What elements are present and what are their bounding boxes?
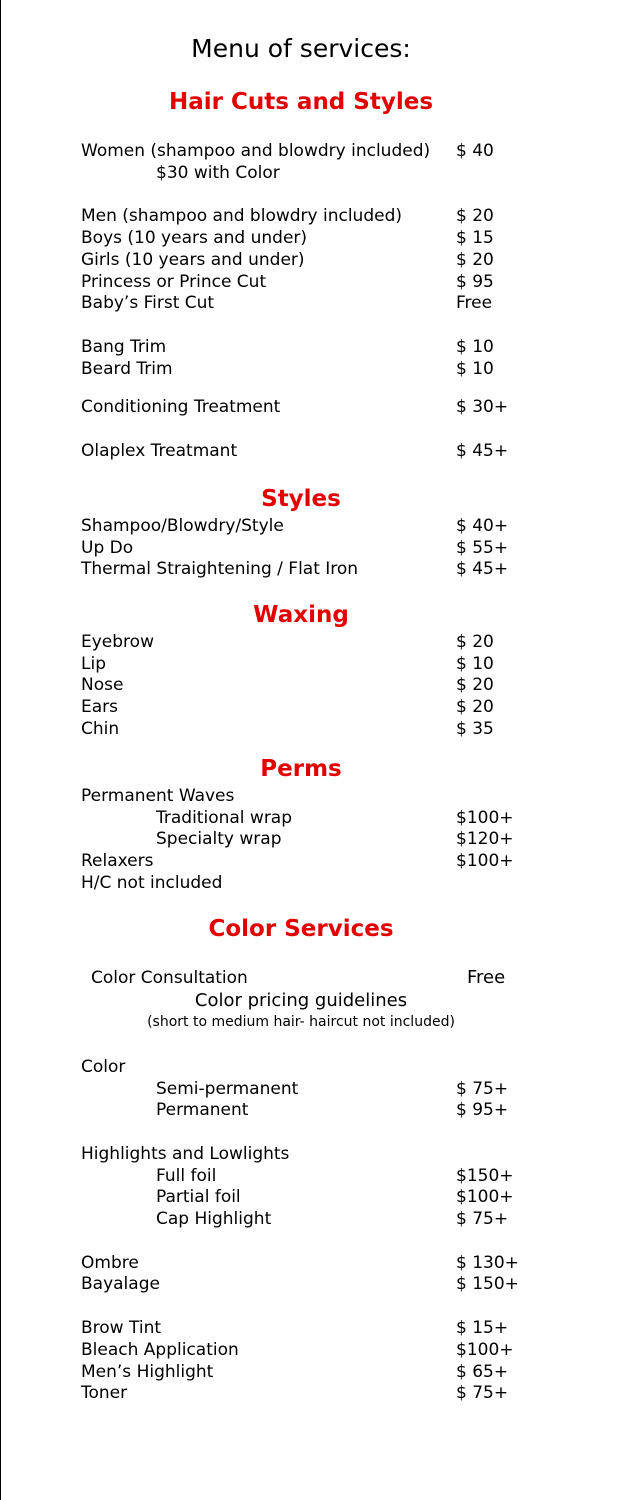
service-row: [81, 1078, 601, 1100]
service-price: $ 75+: [456, 1079, 509, 1099]
service-price: $ 10: [456, 337, 494, 357]
service-row: [81, 807, 601, 829]
section-title-styles: Styles: [261, 486, 341, 512]
section-title-color: Color Services: [208, 916, 394, 942]
service-price: $120+: [456, 829, 514, 849]
service-row: [81, 1382, 601, 1404]
section-title-perms: Perms: [260, 756, 342, 782]
service-label: Partial foil: [156, 1187, 241, 1207]
service-price: $ 40+: [456, 516, 509, 536]
service-row: [81, 850, 601, 872]
service-price: $ 45+: [456, 559, 509, 579]
service-row: [81, 1143, 601, 1165]
service-label: Eyebrow: [81, 632, 154, 652]
service-label: Nose: [81, 675, 124, 695]
service-label: Bleach Application: [81, 1340, 239, 1360]
service-label: Relaxers: [81, 851, 154, 871]
service-label: Baby’s First Cut: [81, 293, 215, 313]
service-row: [81, 558, 601, 580]
service-label: Thermal Straightening / Flat Iron: [81, 559, 359, 579]
service-price: $ 35: [456, 719, 494, 739]
color-consultation-row: [91, 967, 521, 989]
service-label: Traditional wrap: [156, 808, 293, 828]
service-label: Bayalage: [81, 1274, 160, 1294]
service-label: Brow Tint: [81, 1318, 162, 1338]
service-label: Toner: [81, 1383, 128, 1403]
service-price: $100+: [456, 851, 514, 871]
service-price: $ 10: [456, 654, 494, 674]
service-row: [81, 653, 601, 675]
service-label: Lip: [81, 654, 106, 674]
service-label: Semi-permanent: [156, 1079, 299, 1099]
service-row: [81, 785, 601, 807]
service-price: $ 45+: [456, 441, 509, 461]
service-row: [81, 140, 601, 162]
service-row: [81, 696, 601, 718]
service-label: Bang Trim: [81, 337, 167, 357]
service-label: Ears: [81, 697, 119, 717]
service-label: Olaplex Treatmant: [81, 441, 238, 461]
color-guidelines-note: (short to medium hair- haircut not included): [147, 1014, 455, 1030]
service-row: [81, 249, 601, 271]
service-price: $ 95: [456, 272, 494, 292]
service-label: Chin: [81, 719, 120, 739]
page-title: Menu of services:: [191, 34, 411, 63]
service-label: Girls (10 years and under): [81, 250, 305, 270]
women-color-note: $30 with Color: [156, 163, 280, 183]
service-row: [81, 336, 601, 358]
service-price: $ 20: [456, 250, 494, 270]
service-row: [81, 718, 601, 740]
service-row: [81, 1252, 601, 1274]
service-label: Ombre: [81, 1253, 139, 1273]
service-row: [81, 1186, 601, 1208]
service-label: H/C not included: [81, 873, 223, 893]
service-price: $ 65+: [456, 1362, 509, 1382]
service-label: Full foil: [156, 1166, 217, 1186]
service-price: $ 95+: [456, 1100, 509, 1120]
service-row: [81, 1099, 601, 1121]
service-price: $ 20: [456, 206, 494, 226]
service-label: Permanent: [156, 1100, 249, 1120]
service-label: Princess or Prince Cut: [81, 272, 267, 292]
service-price: $ 130+: [456, 1253, 519, 1273]
service-label: Men (shampoo and blowdry included): [81, 206, 403, 226]
service-price: $ 75+: [456, 1209, 509, 1229]
service-price: $100+: [456, 808, 514, 828]
service-row: [81, 1165, 601, 1187]
service-price: $ 15: [456, 228, 494, 248]
section-title-hair: Hair Cuts and Styles: [168, 89, 434, 115]
service-row: [81, 205, 601, 227]
service-price: Free: [456, 293, 493, 313]
service-price: $100+: [456, 1340, 514, 1360]
service-row: [81, 396, 601, 418]
service-label: Color Consultation: [91, 968, 248, 988]
service-price: $150+: [456, 1166, 514, 1186]
service-row: [81, 440, 601, 462]
service-price: $ 150+: [456, 1274, 519, 1294]
service-row: [81, 1361, 601, 1383]
section-title-waxing: Waxing: [253, 602, 349, 628]
color-guidelines-heading: Color pricing guidelines: [194, 990, 408, 1011]
service-price: $ 30+: [456, 397, 509, 417]
service-row: [81, 537, 601, 559]
service-price: Free: [467, 967, 506, 988]
service-label: Cap Highlight: [156, 1209, 272, 1229]
service-row: [81, 358, 601, 380]
service-price: $ 75+: [456, 1383, 509, 1403]
service-price: $ 20: [456, 632, 494, 652]
service-row: [81, 674, 601, 696]
service-label: Women (shampoo and blowdry included): [81, 141, 431, 161]
service-label: Color: [81, 1057, 126, 1077]
service-price: $ 40: [456, 141, 494, 161]
service-price: $100+: [456, 1187, 514, 1207]
service-label: Permanent Waves: [81, 786, 235, 806]
service-label: Conditioning Treatment: [81, 397, 281, 417]
service-price: $ 55+: [456, 538, 509, 558]
service-row: [81, 828, 601, 850]
service-label: Up Do: [81, 538, 134, 558]
service-row: [81, 1339, 601, 1361]
service-label: Boys (10 years and under): [81, 228, 308, 248]
service-price: $ 20: [456, 675, 494, 695]
service-row: [81, 1317, 601, 1339]
service-row: [81, 1056, 601, 1078]
service-label: Men’s Highlight: [81, 1362, 214, 1382]
service-row: [81, 1208, 601, 1230]
service-row: [81, 1273, 601, 1295]
service-row: [81, 271, 601, 293]
service-price: $ 20: [456, 697, 494, 717]
service-row: [81, 515, 601, 537]
service-row: [81, 292, 601, 314]
service-row: [81, 227, 601, 249]
service-label: Highlights and Lowlights: [81, 1144, 290, 1164]
service-label: Shampoo/Blowdry/Style: [81, 516, 284, 536]
service-row: [81, 631, 601, 653]
service-price: $ 15+: [456, 1318, 509, 1338]
service-label: Specialty wrap: [156, 829, 282, 849]
service-row: [81, 872, 601, 894]
service-label: Beard Trim: [81, 359, 173, 379]
service-price: $ 10: [456, 359, 494, 379]
